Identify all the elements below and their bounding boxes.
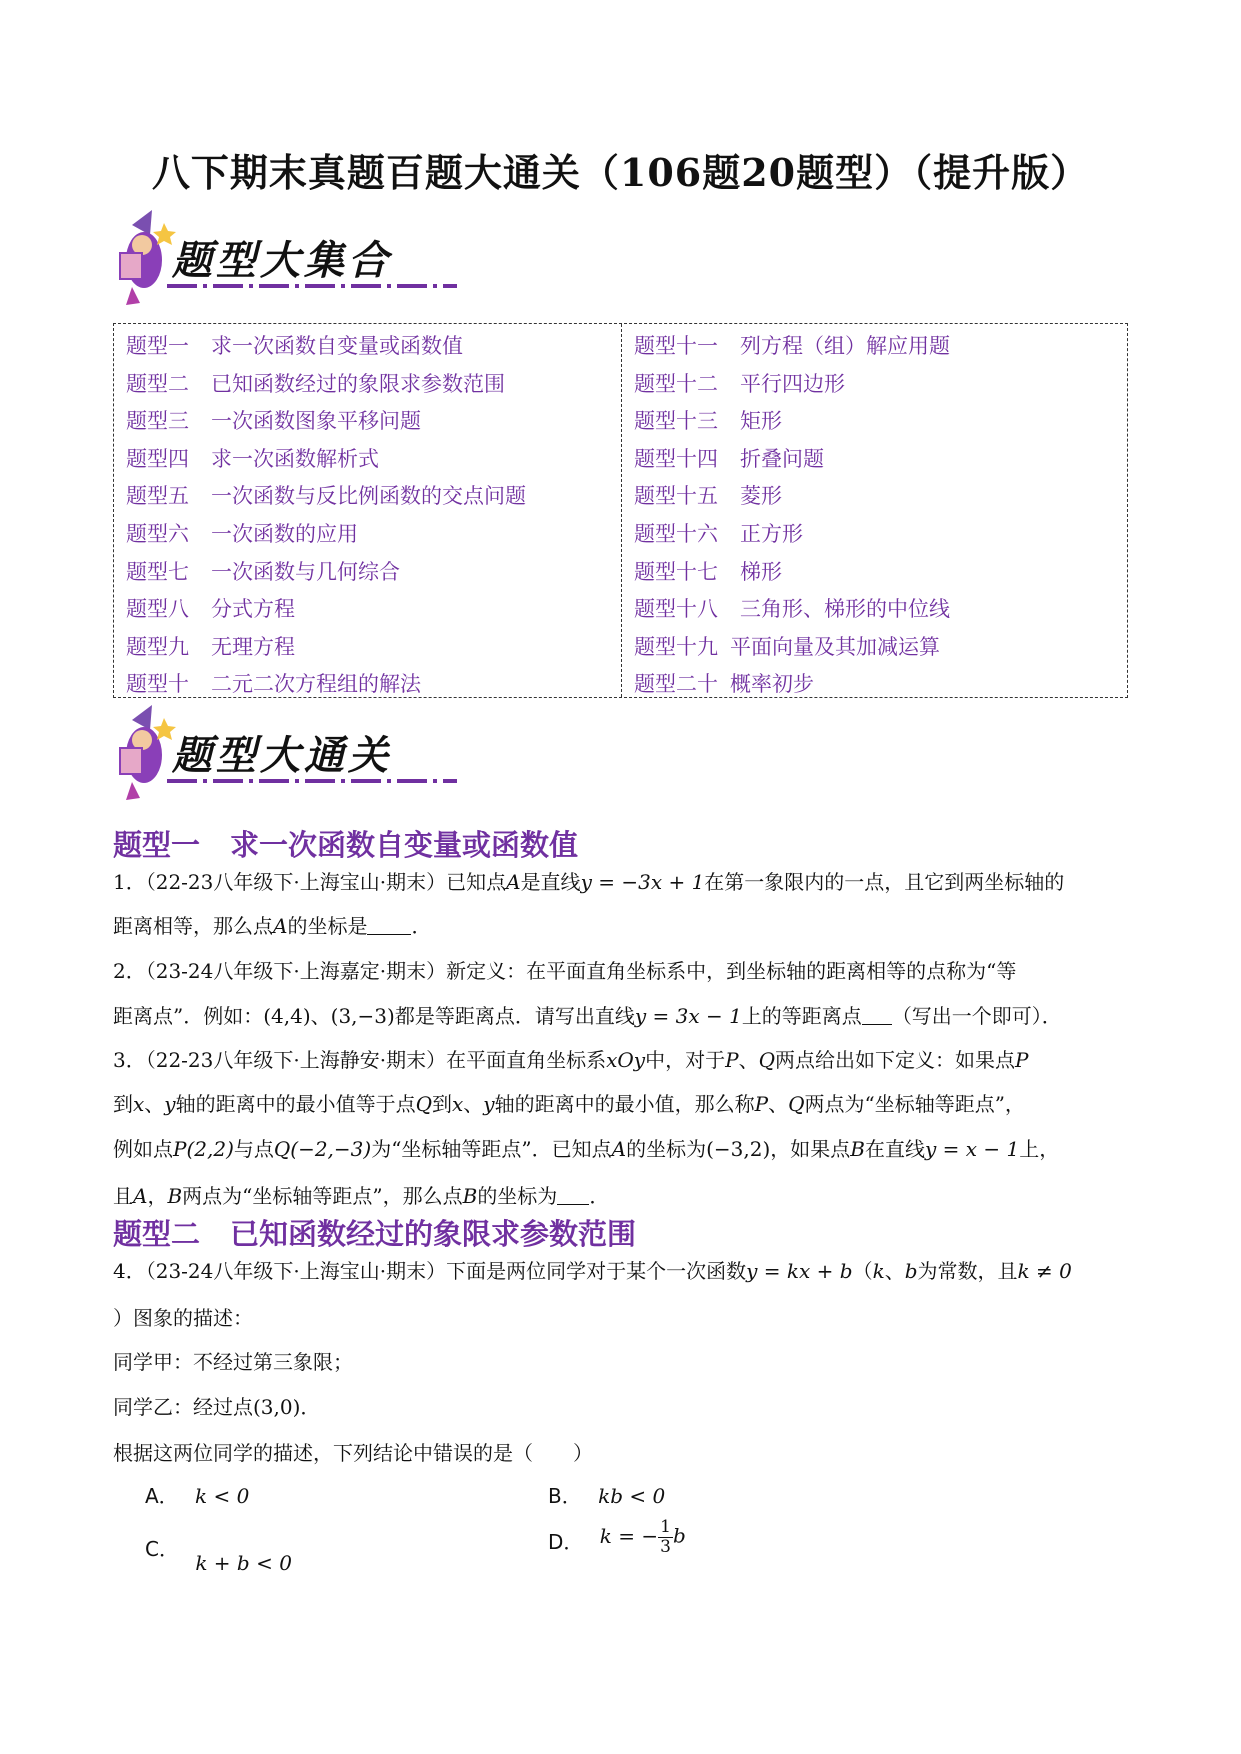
question-3-line-1: 3．（22-23八年级下·上海静安·期末）在平面直角坐标系xOy中，对于P、Q两点给出如下定义：如果点P	[113, 1048, 1029, 1072]
toc-left-column	[126, 328, 526, 704]
toc-item[interactable]: 题型六 一次函数的应用	[126, 521, 358, 546]
fraction-one-third: $\frac{1}{3}$	[660, 1517, 671, 1557]
banner-underline	[167, 283, 457, 289]
question-1-line-2: 距离相等，那么点A的坐标是 ．	[113, 914, 432, 938]
type-index-table	[113, 323, 1128, 698]
choice-d[interactable]: D． k = − $\frac{1}{3}$ b	[548, 1517, 686, 1557]
question-1-line-1: 1．（22-23八年级下·上海宝山·期末）已知点A是直线y = −3x + 1在第一象限内的一点，且它到两坐标轴的	[113, 870, 1065, 894]
toc-item[interactable]: 题型二十 概率初步	[634, 672, 814, 697]
question-4-line-1: 4．（23-24八年级下·上海宝山·期末）下面是两位同学对于某个一次函数y = kx + b（k、b为常数，且k ≠ 0	[113, 1259, 1072, 1283]
answer-blank[interactable]	[862, 1006, 892, 1025]
choice-c[interactable]: C． k + b < 0	[145, 1537, 292, 1575]
toc-right-column	[634, 328, 950, 704]
column-divider	[621, 324, 622, 697]
question-2-line-1: 2．（23-24八年级下·上海嘉定·期末）新定义：在平面直角坐标系中，到坐标轴的距离相等的点称为“等	[113, 959, 1017, 983]
question-4-line-2: ）图象的描述：	[113, 1306, 253, 1330]
section-heading: 题型二 已知函数经过的象限求参数范围	[113, 1217, 637, 1251]
banner-title: 题型大通关	[172, 732, 392, 779]
toc-item[interactable]: 题型五 一次函数与反比例函数的交点问题	[126, 484, 526, 509]
question-4-statement-yi: 同学乙：经过点(3,0)．	[113, 1395, 321, 1419]
toc-item[interactable]: 题型十 二元二次方程组的解法	[126, 672, 421, 697]
question-4-prompt: 根据这两位同学的描述，下列结论中错误的是（ ）	[113, 1441, 593, 1465]
toc-item[interactable]: 题型十六 正方形	[634, 521, 803, 546]
toc-item[interactable]: 题型十一 列方程（组）解应用题	[634, 334, 950, 358]
toc-item[interactable]: 题型二 已知函数经过的象限求参数范围	[126, 371, 505, 396]
question-2-line-2: 距离点”．例如：(4,4)、(3,−3)都是等距离点．请写出直线y = 3x − 1上的等距离点 （写出一个即可）．	[113, 1004, 1062, 1028]
toc-item[interactable]: 题型八 分式方程	[126, 597, 295, 622]
answer-blank[interactable]	[367, 916, 411, 935]
section-heading: 题型一 求一次函数自变量或函数值	[113, 828, 579, 862]
question-3-line-3: 例如点P(2,2)与点Q(−2,−3)为“坐标轴等距点”．已知点A的坐标为(−3,2)，如果点B在直线y = x − 1上，	[113, 1137, 1060, 1161]
banner-underline	[167, 778, 457, 784]
toc-item[interactable]: 题型十二 平行四边形	[634, 371, 845, 396]
toc-item[interactable]: 题型七 一次函数与几何综合	[126, 559, 400, 584]
toc-item[interactable]: 题型十八 三角形、梯形的中位线	[634, 597, 950, 622]
toc-item[interactable]: 题型一 求一次函数自变量或函数值	[126, 334, 463, 358]
toc-item[interactable]: 题型十三 矩形	[634, 409, 782, 434]
toc-item[interactable]: 题型十九 平面向量及其加减运算	[634, 634, 940, 659]
choice-b[interactable]: B． kb < 0	[548, 1484, 666, 1508]
question-3-line-2: 到x、y轴的距离中的最小值等于点Q到x、y轴的距离中的最小值，那么称P、Q两点为“坐标轴等距点”，	[113, 1092, 1025, 1116]
banner-type-collection	[112, 205, 462, 315]
toc-item[interactable]: 题型十五 菱形	[634, 484, 782, 509]
question-4-statement-jia: 同学甲：不经过第三象限；	[113, 1350, 353, 1374]
page-title: 八下期末真题百题大通关（106题20题型）（提升版）	[151, 150, 1090, 195]
toc-item[interactable]: 题型十七 梯形	[634, 559, 782, 584]
banner-type-pass	[112, 700, 462, 810]
answer-blank[interactable]	[557, 1186, 589, 1205]
toc-item[interactable]: 题型三 一次函数图象平移问题	[126, 409, 421, 434]
toc-item[interactable]: 题型九 无理方程	[126, 634, 295, 659]
choice-a[interactable]: A． k < 0	[145, 1484, 250, 1508]
toc-item[interactable]: 题型十四 折叠问题	[634, 446, 824, 471]
toc-item[interactable]: 题型四 求一次函数解析式	[126, 446, 379, 471]
banner-title: 题型大集合	[172, 237, 392, 284]
question-3-line-4: 且A，B两点为“坐标轴等距点”，那么点B的坐标为 ．	[113, 1184, 610, 1208]
